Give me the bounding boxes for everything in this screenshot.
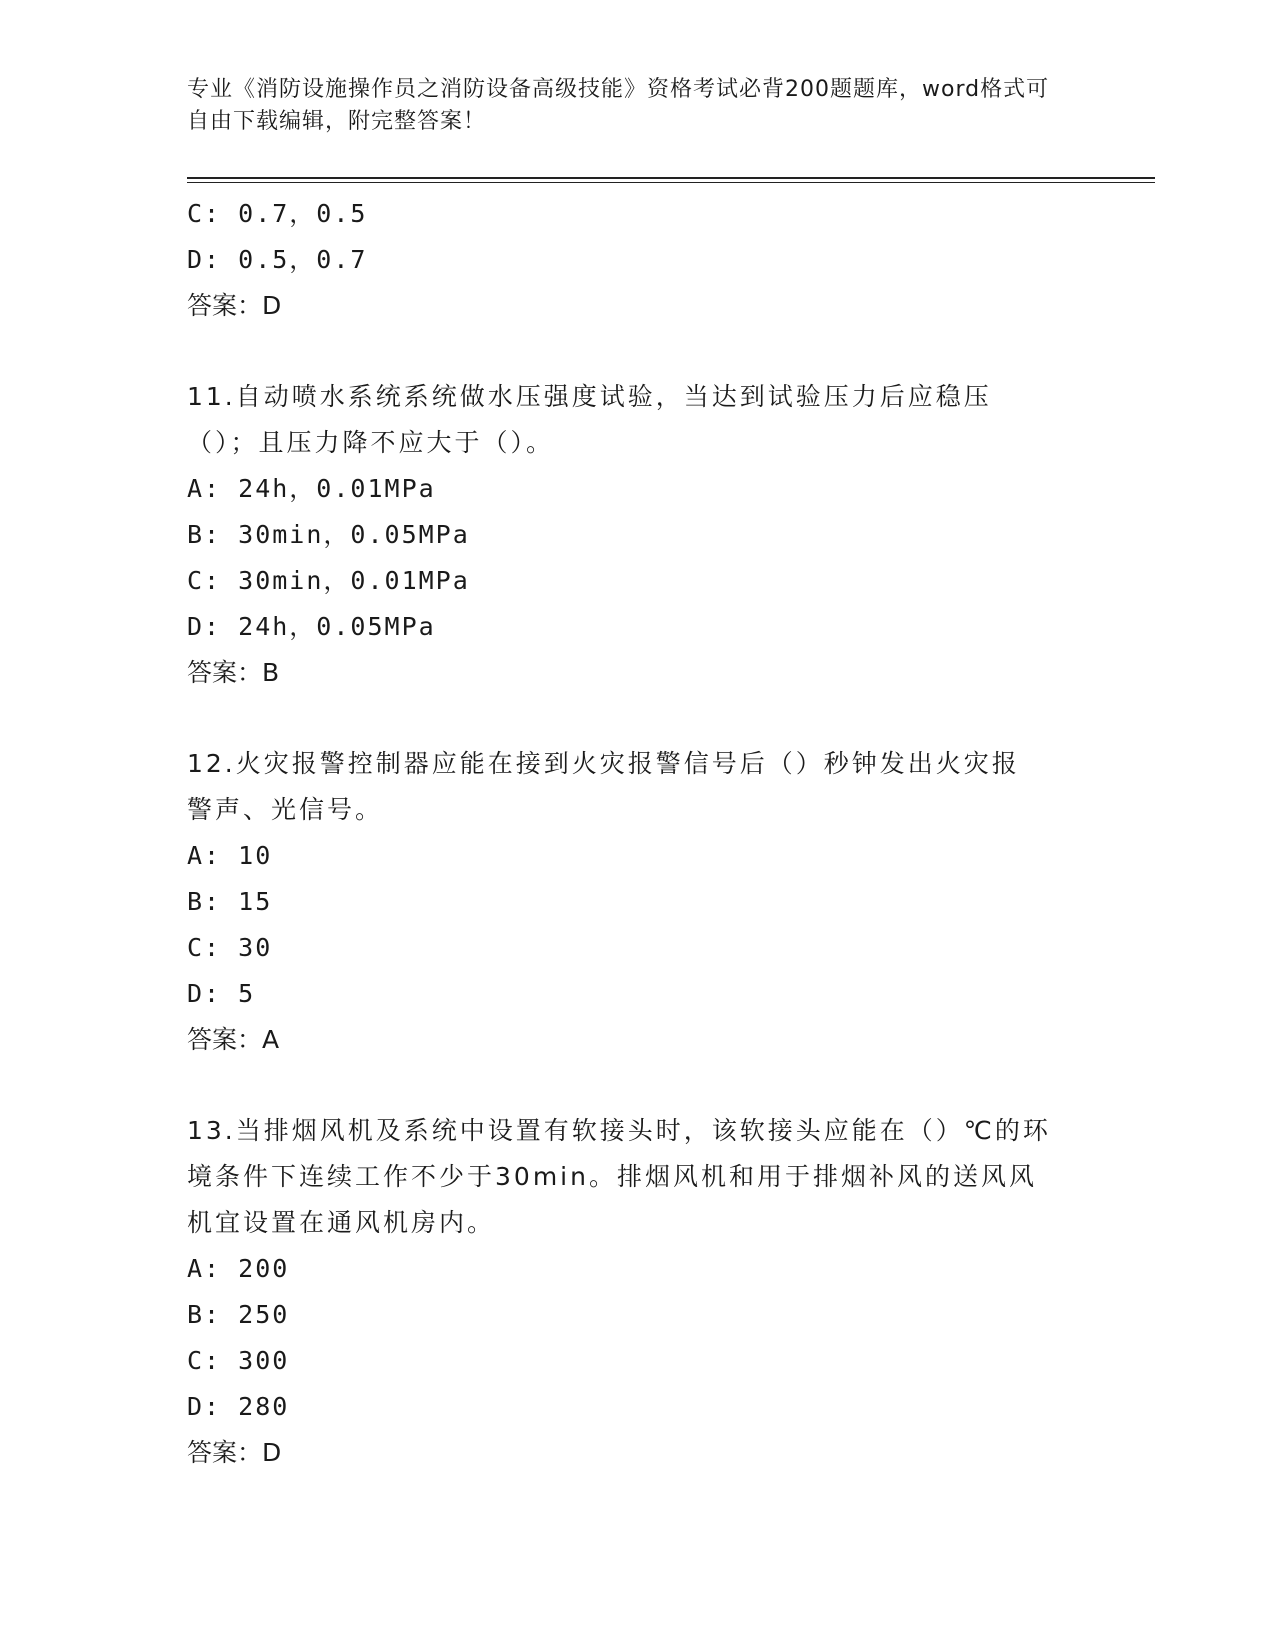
question-block-13	[187, 1108, 1087, 1476]
option-d: D: 5	[187, 979, 256, 1008]
document-body	[187, 191, 1087, 1476]
spacer	[187, 1063, 1087, 1108]
option-c: C: 30min，0.01MPa	[187, 566, 470, 595]
answer-line: 答案：D	[187, 1438, 282, 1467]
question-text: 13.当排烟风机及系统中设置有软接头时，该软接头应能在（）℃的环境条件下连续工作不少于30min。排烟风机和用于排烟补风的送风风机宜设置在通风机房内。	[187, 1116, 1051, 1237]
option-c: C: 0.7，0.5	[187, 199, 368, 228]
answer-line: 答案：B	[187, 658, 280, 687]
spacer	[187, 696, 1087, 741]
option-b: B: 30min，0.05MPa	[187, 520, 470, 549]
question-block-10	[187, 191, 1087, 329]
spacer	[187, 329, 1087, 374]
option-d: D: 280	[187, 1392, 290, 1421]
answer-line: 答案：A	[187, 1025, 280, 1054]
question-block-12	[187, 741, 1087, 1063]
header-divider	[187, 177, 1155, 183]
option-b: B: 250	[187, 1300, 290, 1329]
option-b: B: 15	[187, 887, 273, 916]
option-a: A: 200	[187, 1254, 290, 1283]
answer-line: 答案：D	[187, 291, 282, 320]
option-a: A: 10	[187, 841, 273, 870]
option-c: C: 300	[187, 1346, 290, 1375]
question-text: 12.火灾报警控制器应能在接到火灾报警信号后（）秒钟发出火灾报警声、光信号。	[187, 749, 1020, 824]
question-block-11	[187, 374, 1087, 696]
option-a: A: 24h，0.01MPa	[187, 474, 436, 503]
option-d: D: 0.5，0.7	[187, 245, 368, 274]
option-d: D: 24h，0.05MPa	[187, 612, 436, 641]
option-c: C: 30	[187, 933, 273, 962]
question-text: 11.自动喷水系统系统做水压强度试验，当达到试验压力后应稳压（）；且压力降不应大于（）。	[187, 382, 992, 457]
page-header: 专业《消防设施操作员之消防设备高级技能》资格考试必背200题题库，word格式可自由下载编辑，附完整答案！	[187, 77, 1050, 134]
